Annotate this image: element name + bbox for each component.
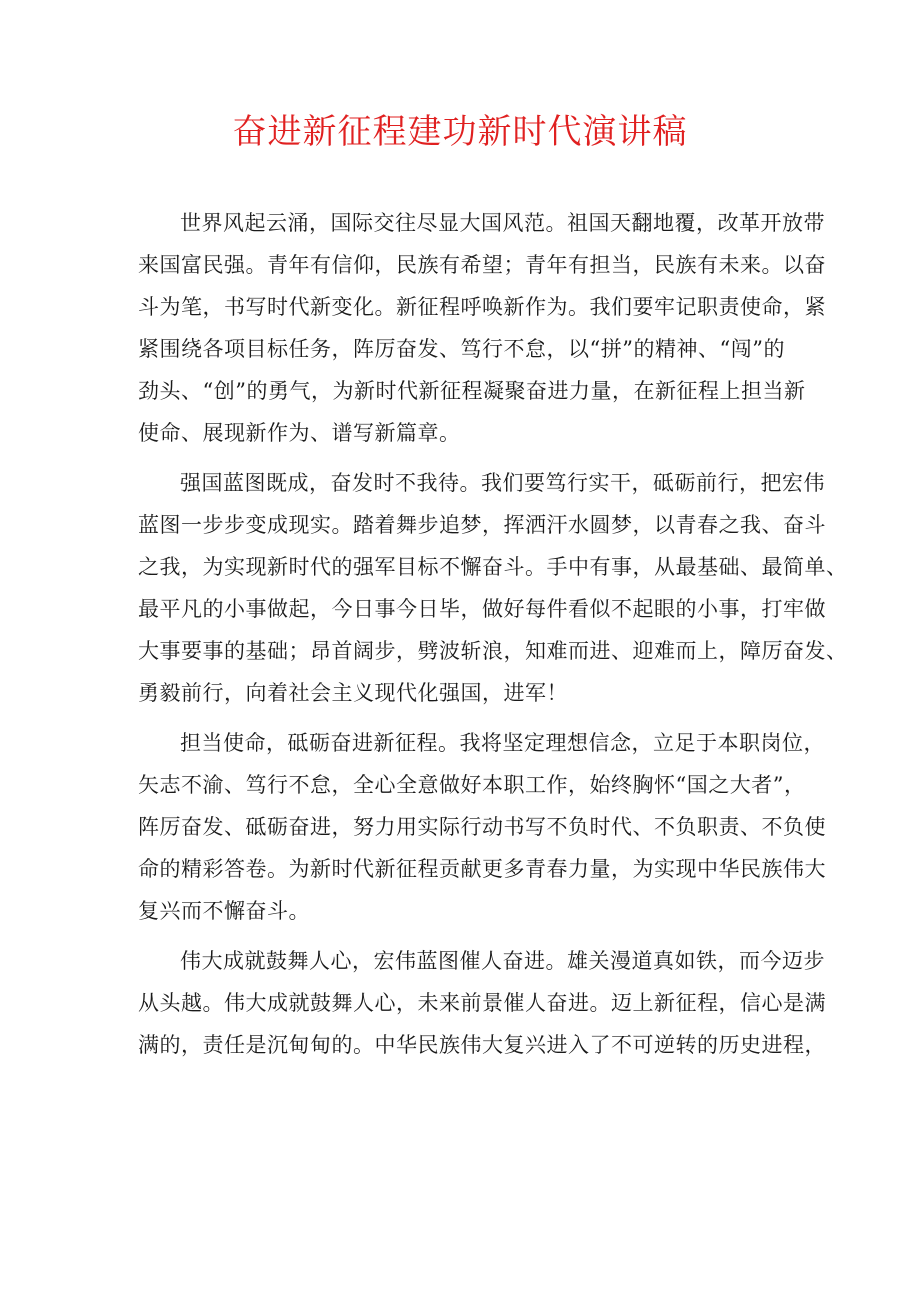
document-title: 奋进新征程建功新时代演讲稿 (232, 112, 688, 152)
paragraph-line: 伟大成就鼓舞人心，宏伟蓝图催人奋进。雄关漫道真如铁，而今迈步 (180, 949, 825, 973)
paragraph-line: 使命、展现新作为、谱写新篇章。 (138, 421, 461, 445)
paragraph-2 (138, 462, 848, 714)
paragraph-line: 劲头、“创”的勇气，为新时代新征程凝聚奋进力量，在新征程上担当新 (138, 379, 806, 403)
paragraph-line: 矢志不渝、笃行不怠，全心全意做好本职工作，始终胸怀“国之大者”， (138, 773, 806, 797)
paragraph-line: 大事要事的基础；昂首阔步，劈波斩浪，知难而进、迎难而上，障厉奋发、 (138, 639, 848, 663)
paragraph-1 (138, 202, 826, 454)
paragraph-line: 蓝图一步步变成现实。踏着舞步追梦，挥洒汗水圆梦，以青春之我、奋斗 (138, 513, 826, 537)
paragraph-3 (138, 722, 826, 932)
paragraph-line: 强国蓝图既成，奋发时不我待。我们要笃行实干，砥砺前行，把宏伟 (180, 471, 825, 495)
paragraph-line: 世界风起云涌，国际交往尽显大国风范。祖国天翻地覆，改革开放带 (180, 211, 825, 235)
paragraph-line: 满的，责任是沉甸甸的。中华民族伟大复兴进入了不可逆转的历史进程， (138, 1033, 826, 1057)
paragraph-line: 最平凡的小事做起，今日事今日毕，做好每件看似不起眼的小事，打牢做 (138, 597, 826, 621)
paragraph-line: 勇毅前行，向着社会主义现代化强国，进军！ (138, 681, 568, 705)
paragraph-line: 阵厉奋发、砥砺奋进，努力用实际行动书写不负时代、不负职责、不负使 (138, 815, 826, 839)
document-body (138, 202, 848, 1066)
paragraph-line: 来国富民强。青年有信仰，民族有希望；青年有担当，民族有未来。以奋 (138, 253, 826, 277)
paragraph-4 (138, 940, 826, 1066)
paragraph-line: 命的精彩答卷。为新时代新征程贡献更多青春力量，为实现中华民族伟大 (138, 857, 826, 881)
paragraph-line: 紧围绕各项目标任务，阵厉奋发、笃行不怠，以“拼”的精神、“闯”的 (138, 337, 785, 361)
paragraph-line: 担当使命，砥砺奋进新征程。我将坚定理想信念，立足于本职岗位， (180, 731, 825, 755)
paragraph-line: 从头越。伟大成就鼓舞人心，未来前景催人奋进。迈上新征程，信心是满 (138, 991, 826, 1015)
paragraph-line: 斗为笔，书写时代新变化。新征程呼唤新作为。我们要牢记职责使命，紧 (138, 295, 826, 319)
paragraph-line: 复兴而不懈奋斗。 (138, 899, 310, 923)
paragraph-line: 之我，为实现新时代的强军目标不懈奋斗。手中有事，从最基础、最简单、 (138, 555, 848, 579)
